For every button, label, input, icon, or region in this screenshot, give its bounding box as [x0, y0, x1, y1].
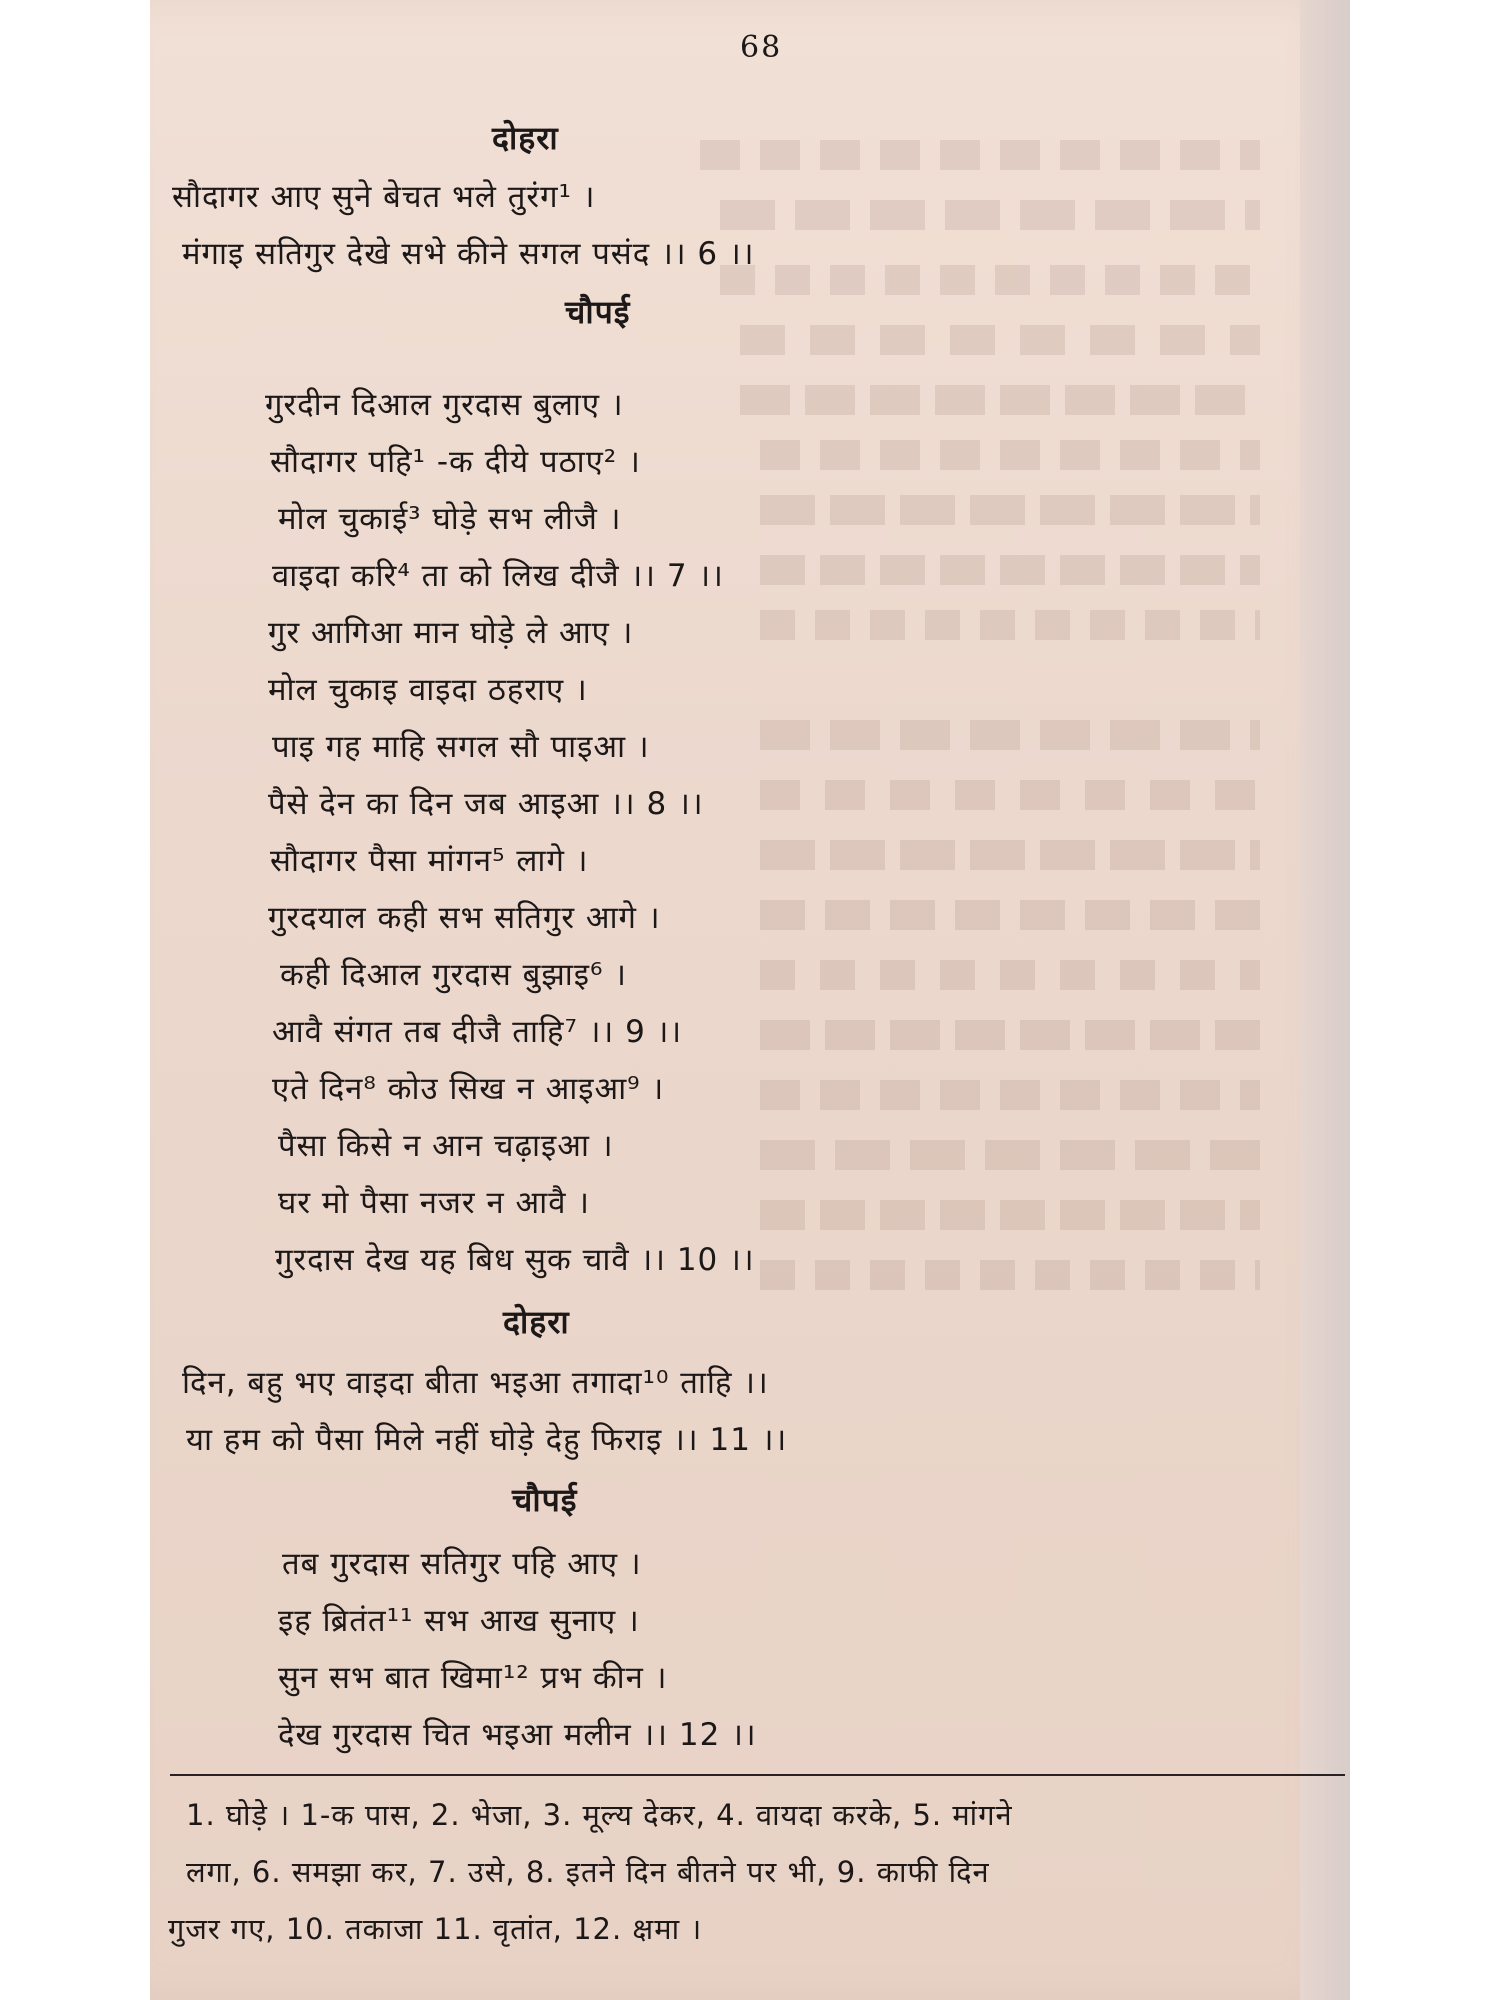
- verse-line: गुरदयाल कही सभ सतिगुर आगे ।: [268, 900, 661, 936]
- verse-line: तब गुरदास सतिगुर पहि आए ।: [282, 1546, 642, 1582]
- section-heading-chaupai-2: चौपई: [512, 1481, 578, 1519]
- verse-line: सुन सभ बात खिमा¹² प्रभ कीन ।: [278, 1660, 668, 1696]
- verse-line: दिन, बहु भए वाइदा बीता भइआ तगादा¹⁰ ताहि ।।: [182, 1365, 769, 1401]
- verse-line: वाइदा करि⁴ ता को लिख दीजै ।। 7 ।।: [272, 558, 724, 594]
- verse-line: या हम को पैसा मिले नहीं घोड़े देहु फिराइ ।। 11 ।।: [186, 1422, 788, 1458]
- verse-line: घर मो पैसा नजर न आवै ।: [278, 1185, 591, 1221]
- verse-line: एते दिन⁸ कोउ सिख न आइआ⁹ ।: [272, 1071, 665, 1107]
- verse-line: इह ब्रितंत¹¹ सभ आख सुनाए ।: [278, 1603, 640, 1639]
- verse-line: आवै संगत तब दीजै ताहि⁷ ।। 9 ।।: [272, 1014, 683, 1050]
- verse-line: सौदागर आए सुने बेचत भले तुरंग¹ ।: [172, 179, 596, 215]
- verse-line: कही दिआल गुरदास बुझाइ⁶ ।: [280, 957, 628, 993]
- section-heading-chaupai: चौपई: [565, 293, 631, 331]
- verse-line: गुरदीन दिआल गुरदास बुलाए ।: [265, 387, 624, 423]
- verse-line: सौदागर पहि¹ -क दीये पठाए² ।: [270, 444, 641, 480]
- verse-line: मंगाइ सतिगुर देखे सभे कीने सगल पसंद ।। 6 ।।: [182, 236, 755, 272]
- footnote-line: लगा, 6. समझा कर, 7. उसे, 8. इतने दिन बीतने पर भी, 9. काफी दिन: [186, 1855, 990, 1889]
- section-heading-dohra-2: दोहरा: [503, 1303, 570, 1341]
- verse-line: देख गुरदास चित भइआ मलीन ।। 12 ।।: [278, 1717, 757, 1753]
- book-page: [150, 0, 1350, 2000]
- page-number: 68: [740, 30, 783, 65]
- footnote-divider: [170, 1774, 1345, 1776]
- footnote-line: 1. घोड़े । 1-क पास, 2. भेजा, 3. मूल्य देकर, 4. वायदा करके, 5. मांगने: [186, 1798, 1013, 1832]
- adjacent-page-edge: [1300, 0, 1350, 2000]
- section-heading-dohra: दोहरा: [492, 119, 559, 157]
- verse-line: पैसा किसे न आन चढ़ाइआ ।: [278, 1128, 614, 1164]
- verse-line: गुरदास देख यह बिध सुक चावै ।। 10 ।।: [275, 1242, 755, 1278]
- verse-line: मोल चुकाइ वाइदा ठहराए ।: [268, 672, 588, 708]
- verse-line: सौदागर पैसा मांगन⁵ लागे ।: [270, 843, 589, 879]
- verse-line: पैसे देन का दिन जब आइआ ।। 8 ।।: [268, 786, 704, 822]
- footnote-line: गुजर गए, 10. तकाजा 11. वृतांत, 12. क्षमा ।: [168, 1912, 703, 1946]
- verse-line: गुर आगिआ मान घोड़े ले आए ।: [268, 615, 634, 651]
- verse-line: पाइ गह माहि सगल सौ पाइआ ।: [272, 729, 650, 765]
- verse-line: मोल चुकाई³ घोड़े सभ लीजै ।: [278, 501, 622, 537]
